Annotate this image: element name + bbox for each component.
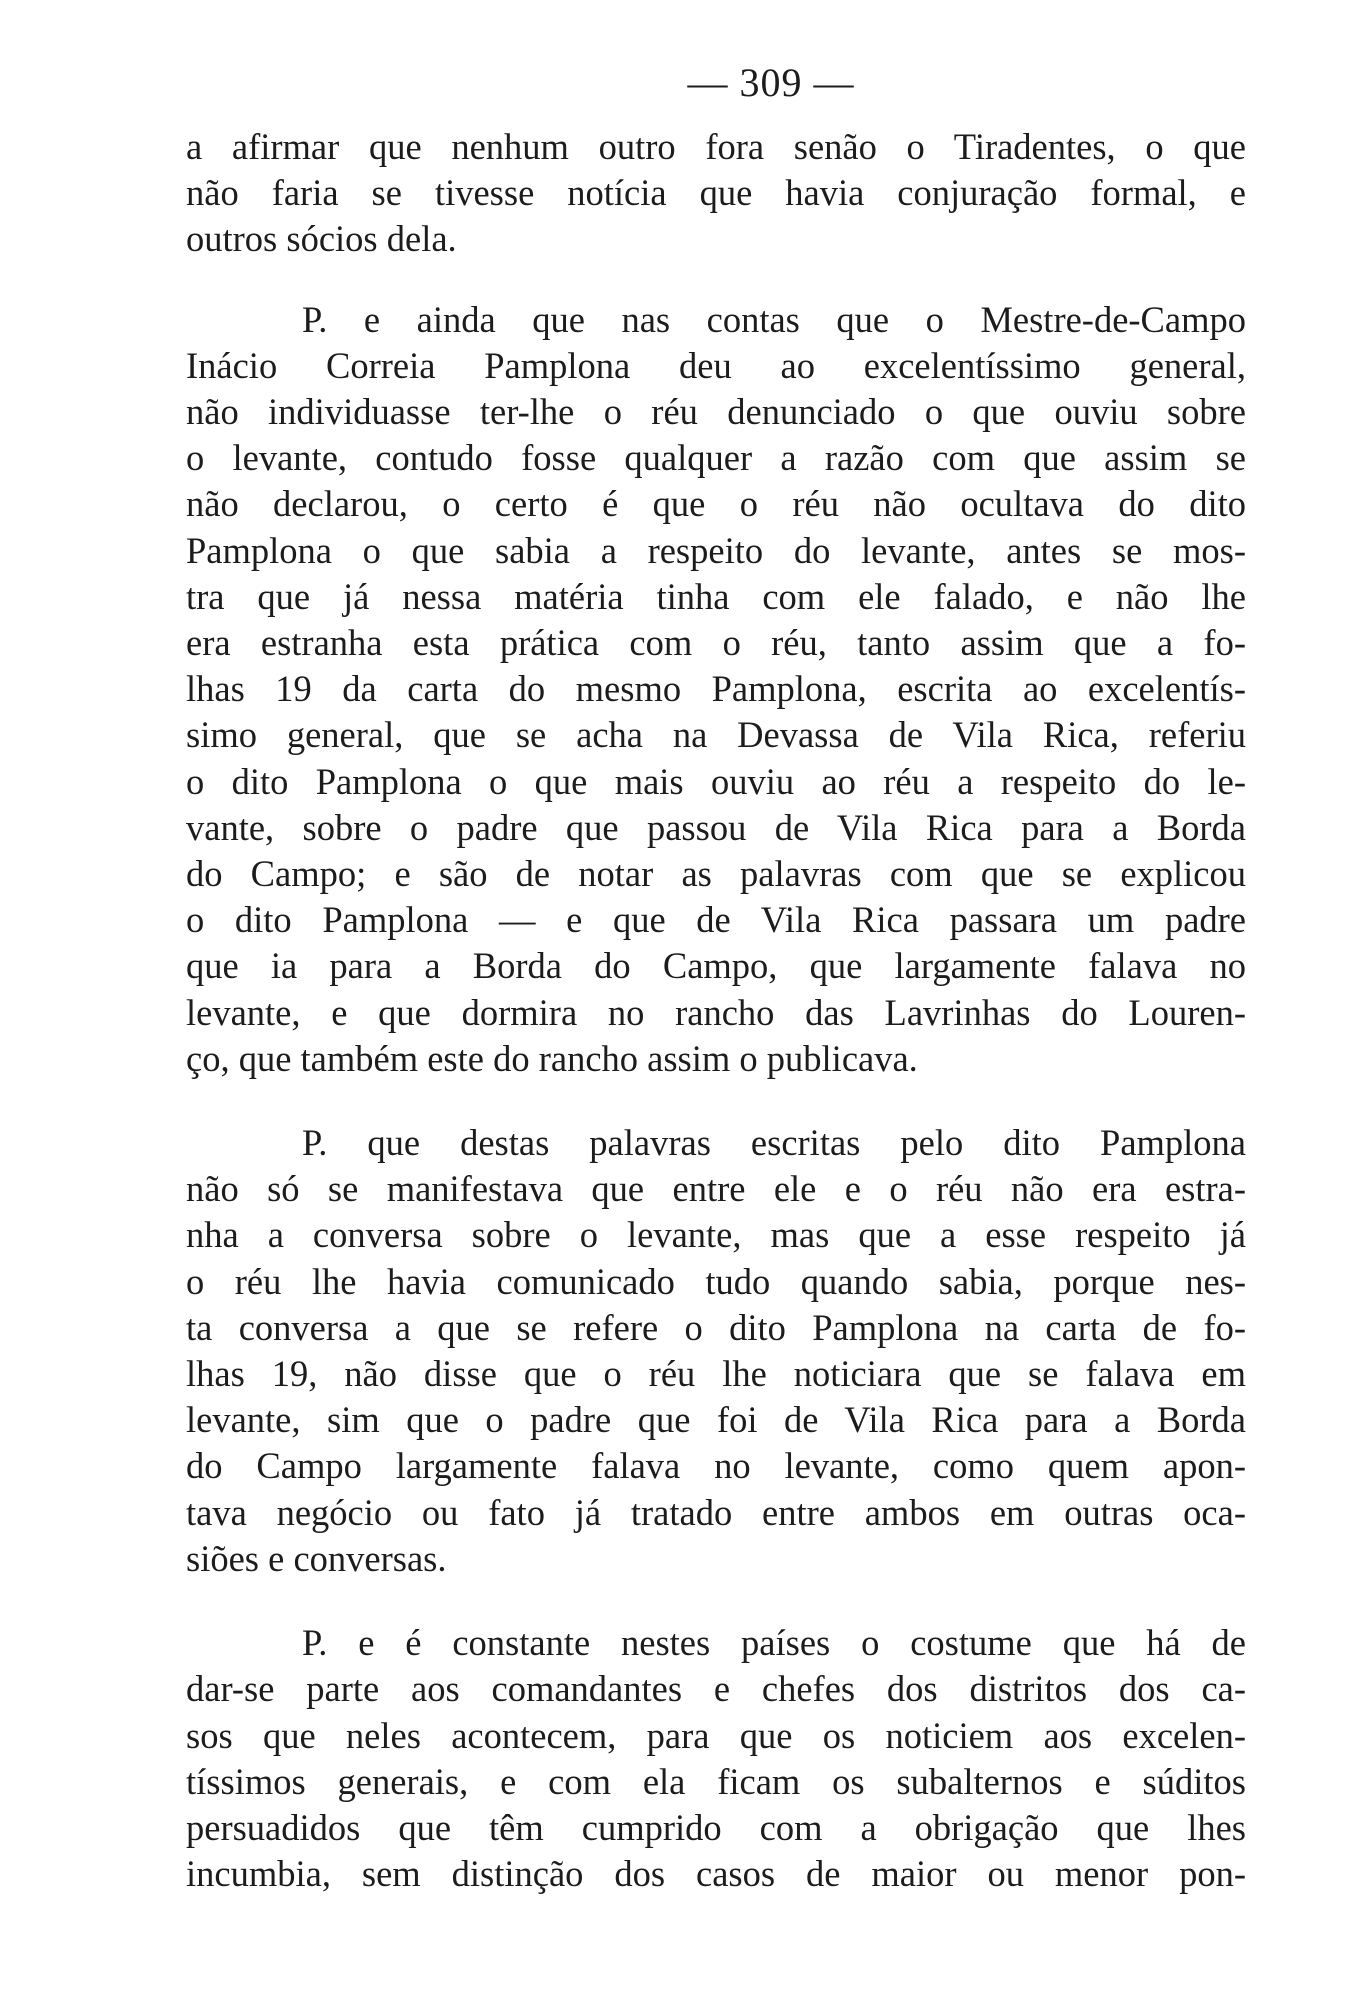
text-line: do Campo largamente falava no levante, como quem apon- [186,1445,1246,1487]
text-line: levante, sim que o padre que foi de Vila Rica para a Borda [186,1399,1246,1441]
paragraph [186,297,1246,1082]
text-line: lhas 19, não disse que o réu lhe noticiara que se falava em [186,1353,1246,1395]
paragraph-gap [186,1082,1246,1120]
text-line: não declarou, o certo é que o réu não ocultava do dito [186,483,1246,525]
paragraph-gap [186,1582,1246,1620]
text-line: incumbia, sem distinção dos casos de maior ou menor pon- [186,1853,1246,1895]
text-line: tíssimos generais, e com ela ficam os subalternos e súditos [186,1760,1246,1802]
text-line: Inácio Correia Pamplona deu ao excelentíssimo general, [186,344,1246,386]
paragraph-gap [186,263,1246,297]
text-line: outros sócios dela. [186,218,457,260]
paragraph [186,1620,1246,1897]
text-line: simo general, que se acha na Devassa de Vila Rica, referiu [186,714,1246,756]
paragraph [186,1120,1246,1582]
text-line: P. e ainda que nas contas que o Mestre-de-Campo [302,298,1246,340]
text-line: o dito Pamplona — e que de Vila Rica passara um padre [186,899,1246,941]
text-line: lhas 19 da carta do mesmo Pamplona, escrita ao excelentís- [186,668,1246,710]
text-line: a afirmar que nenhum outro fora senão o Tiradentes, o que [186,126,1246,167]
text-line: Pamplona o que sabia a respeito do levante, antes se mos- [186,529,1246,571]
text-line: persuadidos que têm cumprido com a obrigação que lhes [186,1806,1246,1848]
text-line: ço, que também este do rancho assim o publicava. [186,1037,918,1079]
book-page [186,58,1246,1897]
text-line: levante, e que dormira no rancho das Lavrinhas do Louren- [186,991,1246,1033]
paragraph [186,124,1246,263]
text-line: P. e é constante nestes países o costume que há de [302,1622,1246,1664]
body-text [186,124,1246,1897]
text-line: nha a conversa sobre o levante, mas que a esse respeito já [186,1214,1246,1256]
text-line: sos que neles acontecem, para que os noticiem aos excelen- [186,1714,1246,1756]
text-line: não individuasse ter-lhe o réu denunciado o que ouviu sobre [186,391,1246,433]
text-line: do Campo; e são de notar as palavras com que se explicou [186,853,1246,895]
text-line: o dito Pamplona o que mais ouviu ao réu a respeito do le- [186,760,1246,802]
text-line: não faria se tivesse notícia que havia conjuração formal, e [186,172,1246,214]
text-line: siões e conversas. [186,1537,447,1579]
text-line: vante, sobre o padre que passou de Vila Rica para a Borda [186,806,1246,848]
text-line: o réu lhe havia comunicado tudo quando sabia, porque nes- [186,1260,1246,1302]
text-line: tra que já nessa matéria tinha com ele falado, e não lhe [186,575,1246,617]
text-line: tava negócio ou fato já tratado entre ambos em outras oca- [186,1491,1246,1533]
text-line: era estranha esta prática com o réu, tanto assim que a fo- [186,622,1246,664]
text-line: que ia para a Borda do Campo, que largamente falava no [186,945,1246,987]
page-number: — 309 — [687,60,855,105]
text-line: dar-se parte aos comandantes e chefes dos distritos dos ca- [186,1668,1246,1710]
text-line: não só se manifestava que entre ele e o réu não era estra- [186,1168,1246,1210]
text-line: ta conversa a que se refere o dito Pamplona na carta de fo- [186,1306,1246,1348]
text-line: o levante, contudo fosse qualquer a razão com que assim se [186,437,1246,479]
text-line: P. que destas palavras escritas pelo dito Pamplona [302,1122,1246,1164]
